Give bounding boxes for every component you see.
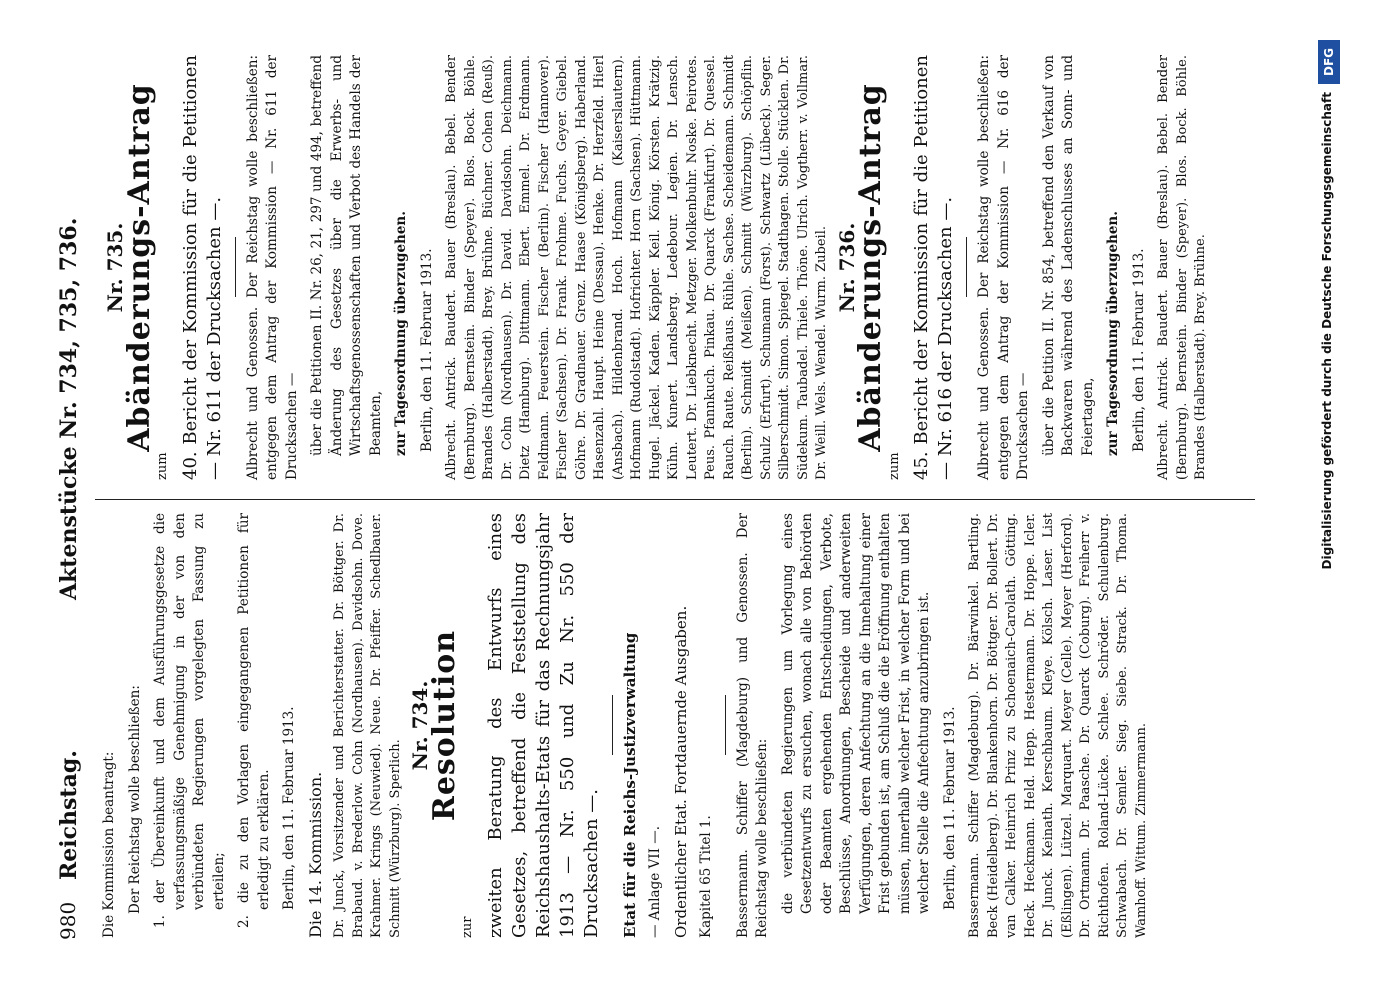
signers-734: Bassermann. Schiffer (Magdeburg). Dr. Bärwinkel. Bartling. Beck (Heidelberg). Dr. Blankenhorn. Dr. Böttger. Dr. Bollert. Dr. van Calker. Heinrich Prinz zu Schoenaich-Carolath. Götting. Heck. Heckmann. Held. Hepp. Hestermann. Dr. Hoppe. Icler. Dr. Junck. Keinath. Kerschbaum. Kleye. Kölsch. Laser. List (Eßlingen). Lützel. Marquart. Meyer (Celle). Meyer (Herford). Dr. Ortmann. Dr. Paasche. Dr. Quarck (Coburg). Freiherr v. Richthofen. Roland-Lücke. Schlee. Schröder. Schulenburg. Schwabach. Dr. Semler. Sieg. Siebe. Strack. Dr. Thoma. Wamhoff. Wittum. Zimmermann. bbox=[967, 513, 1149, 938]
separator bbox=[725, 696, 726, 756]
motion-text-735: über die Petitionen II. Nr. 26, 21, 297 und 494, betreffend Änderung des Gesetzes über die Erwerbs- und Wirtschaftsgenossenschaften und Verbot des Handels der Beamten, bbox=[309, 55, 384, 456]
motion-text-736: über die Petition II. Nr. 854, betreffend den Verkauf von Backwaren während des Ladenschlusses an Sonn- und Feiertagen, bbox=[1040, 55, 1096, 456]
commission-name: Die 14. Kommission. bbox=[305, 771, 325, 938]
zum-label: zum bbox=[886, 452, 902, 480]
document-title-734: Resolution bbox=[426, 629, 462, 822]
separator bbox=[235, 238, 236, 298]
commission-members: Dr. Junck, Vorsitzender und Berichterstatter. Dr. Böttger. Dr. Brabaud. v. Brederlow. Cohn (Nordhausen). Davidsohn. Dove. Krahmer. Krings (Neuwied). Neue. Dr. Pfeiffer. Schedlbauer. Schmitt (Würzburg). Sperlich. bbox=[332, 513, 403, 938]
document-number-735: Nr. 735. bbox=[103, 222, 127, 313]
document-number-734: Nr. 734. bbox=[408, 680, 432, 771]
header-left: Reichstag. bbox=[56, 750, 82, 880]
document-title-736: Abänderungs-Antrag bbox=[853, 83, 888, 452]
motion-text-734: die verbündeten Regierungen um Vorlegung eines Gesetzentwurfs zu ersuchen, wonach alle von Behörden oder Beamten ergehenden Entscheidungen, Verbote, Beschlüsse, Anordnungen, Bescheide und anderweiten Verfügungen, deren Anfechtung an die Innehaltung einer Frist gebunden ist, am Schluß die die Eröffnung enthalten müssen, innerhalb welcher Frist, in welcher Form und bei welcher Stelle die Anfechtung anzubringen ist. bbox=[779, 513, 932, 914]
motion-intro-735: Albrecht und Genossen. Der Reichstag wolle beschließen: entgegen dem Antrag der Kommission — Nr. 611 der Drucksachen — bbox=[244, 55, 300, 480]
header-title: Aktenstücke Nr. 734, 735, 736. bbox=[56, 217, 82, 600]
commission-intro: Die Kommission beantragt: bbox=[101, 751, 117, 938]
kapitel-label: Kapitel 65 Titel 1. bbox=[698, 815, 714, 938]
column-divider bbox=[95, 499, 1255, 500]
date-line: Berlin, den 11. Februar 1913. bbox=[418, 248, 435, 452]
zur-label: zur bbox=[460, 916, 475, 938]
digitization-footer bbox=[1310, 20, 1360, 980]
motion-intro-734: Bassermann. Schiffer (Magdeburg) und Genossen. Der Reichstag wolle beschließen: bbox=[734, 513, 770, 938]
list-item-2: 2. die zu den Vorlagen eingegangenen Petitionen für erledigt zu erklären. bbox=[236, 513, 272, 928]
left-column bbox=[100, 513, 1157, 938]
separator bbox=[966, 238, 967, 298]
commission-intro-2: Der Reichstag wolle beschließen: bbox=[126, 685, 143, 914]
page-header bbox=[52, 60, 92, 940]
motion-end-735: zur Tagesordnung überzugehen. bbox=[393, 211, 409, 456]
date-line: Berlin, den 11. Februar 1913. bbox=[1130, 248, 1147, 452]
page-number: 980 bbox=[56, 901, 80, 940]
subject-734: zweiten Beratung des Entwurfs eines Gesetzes, betreffend die Feststellung des Reichshaushalts-Etats für das Rechnungsjahr 1913 — Nr. 550 und Zu Nr. 550 der Drucksachen —. bbox=[484, 513, 602, 938]
document-number-736: Nr. 736. bbox=[834, 222, 859, 313]
date-line: Berlin, den 11. Februar 1913. bbox=[941, 706, 958, 910]
zum-label: zum bbox=[155, 452, 170, 480]
list-item-1: 1. der Übereinkunft und dem Ausführungsgesetze die verfassungsmäßige Genehmigung in der von den verbündeten Regierungen vorgelegten Fassung zu erteilen; bbox=[152, 513, 227, 928]
document-title-735: Abänderungs-Antrag bbox=[121, 83, 157, 452]
right-column bbox=[100, 55, 1217, 480]
subject-736: 45. Bericht der Kommission für die Petitionen — Nr. 616 der Drucksachen —. bbox=[911, 55, 956, 480]
ordentlicher-label: Ordentlicher Etat. Fortdauernde Ausgaben. bbox=[671, 605, 690, 938]
signers-735: Albrecht. Antrick. Baudert. Bauer (Breslau). Bebel. Bender (Bernburg). Bernstein. Binder (Speyer). Blos. Bock. Böhle. Brandes (Halberstadt). Brey. Brühne. Büchner. Cohen (Reuß). Dr. Cohn (Nordhausen). Dr. David. Davidsohn. Deichmann. Dietz (Hamburg). Dittmann. Ebert. Emmel. Dr. Erdmann. Feldmann. Feuerstein. Fischer (Berlin). Fischer (Hannover). Fischer (Sachsen). Dr. Frank. Frohme. Fuchs. Geyer. Giebel. Göhre. Dr. Gradnauer. Grenz. Haase (Königsberg). Haberland. Hasenzahl. Haupt. Heine (Dessau). Henke. Dr. Herzfeld. Hierl (Ansbach). Hildenbrand. Hoch. Hofmann (Kaiserslautern). Hofmann (Rudolstadt). Hofrichter. Horn (Sachsen). Hüttmann. Hugel. Jäckel. Kaden. Käppler. Keil. König. Körsten. Krätzig. Kühn. Kunert. Landsberg. Ledebour. Legien. Dr. Lensch. Leutert. Dr. Liebknecht. Metzger. Molkenbuhr. Noske. Peirotes. Peus. Pfannkuch. Pinkau. Dr. Quarck (Frankfurt). Dr. Quessel. Rauch. Raute. Reißhaus. Rühle. Sachse. Scheidemann. Schmidt (Berlin). Schmidt (Meißen). Schmitt (Würzburg). Schöpflin. Schulz (Erfurt). Schumann (Forst). Schwartz (Lübeck). Seger. Silberschmidt. Simon. Spiegel. Stadthagen. Stolle. Stücklen. Dr. Südekum. Taubadel. Thiele. Thöne. Ulrich. Vogtherr. v. Vollmar. Dr. Weill. Wels. Wendel. Wurm. Zubeil. bbox=[444, 55, 829, 480]
subject-735: 40. Bericht der Kommission für die Petitionen — Nr. 611 der Drucksachen —. bbox=[179, 55, 225, 480]
dfg-credit: Digitalisierung gefördert durch die Deutsche Forschungsgemeinschaft bbox=[1320, 92, 1334, 570]
date-line: Berlin, den 11. Februar 1913. bbox=[281, 706, 297, 910]
dfg-logo: DFG bbox=[1318, 40, 1340, 84]
motion-intro-736: Albrecht und Genossen. Der Reichstag wolle beschließen: entgegen dem Antrag der Kommission — Nr. 616 der Drucksachen — bbox=[976, 55, 1031, 480]
etat-heading: Etat für die Reichs-Justizverwaltung bbox=[620, 632, 639, 938]
separator bbox=[612, 696, 613, 756]
motion-end-736: zur Tagesordnung überzugehen. bbox=[1105, 211, 1121, 456]
anlage-label: — Anlage VII —. bbox=[647, 825, 663, 938]
signers-736: Albrecht. Antrick. Baudert. Bauer (Breslau). Bebel. Bender (Bernburg). Bernstein. Binder (Speyer). Blos. Bock. Böhle. Brandes (Halberstadt). Brey. Brühne. bbox=[1156, 55, 1208, 480]
